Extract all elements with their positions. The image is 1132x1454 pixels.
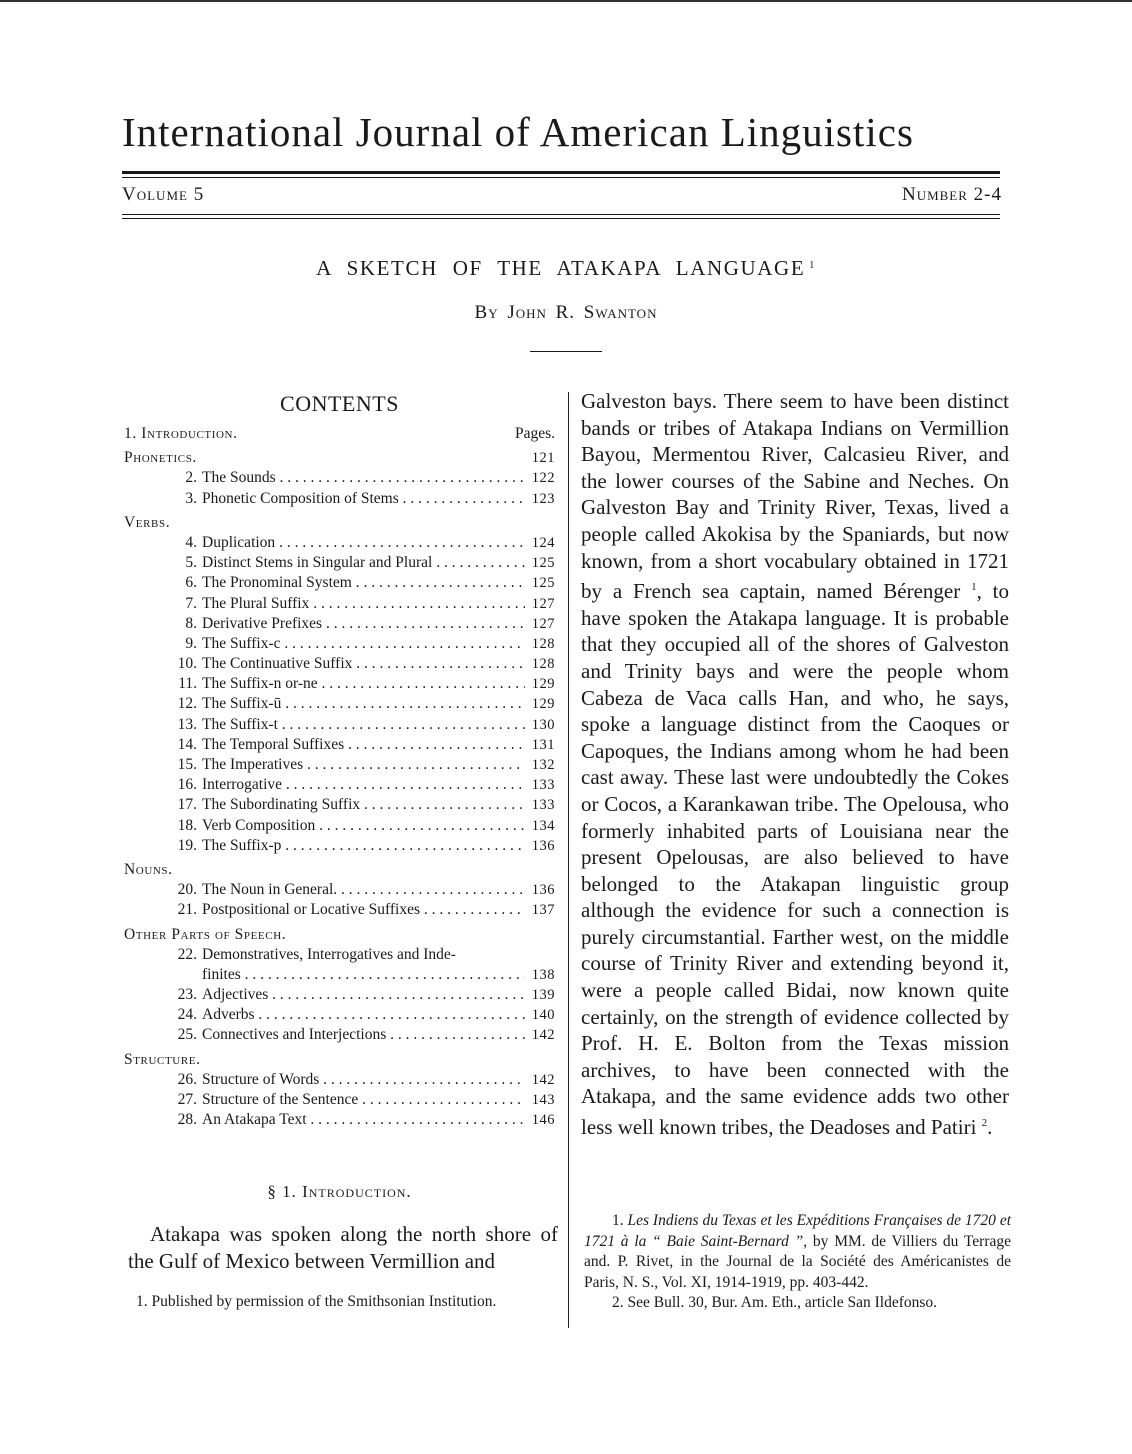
toc-entry-number: 15. xyxy=(177,756,197,773)
toc-entry-number: 23. xyxy=(177,986,197,1004)
footnote-1-title: Les Indiens du Texas et les Expéditions Françaises de 1720 et 1721 à la “ Baie Saint-Bernard ” xyxy=(584,1212,1012,1250)
toc-entry-page: 134 xyxy=(531,817,555,834)
toc-entry-number: 24. xyxy=(177,1006,197,1024)
toc-entry-label: The Sounds . . . xyxy=(202,468,525,488)
title-footnote-ref: 1 xyxy=(809,260,816,271)
toc-entry-number: 25. xyxy=(177,1026,197,1044)
toc-entry-label: The Subordinating Suffix . . . xyxy=(202,795,525,815)
right-body-part-2: , to have spoken the Atakapa language. It is probable that they occupied all of the shores of Galveston and Trinity bays and were the people whom Cabeza de Vaca calls Han, and who, he says, spoke a language distinct from the Caoques or Capoques, the Indians among whom he had been cast away. These last were undoubtedly the Cokes or Cocos, a Karankawan tribe. The Opelousa, who formerly inhabited parts of Louisiana near the present Opelousas, are also believed to have belonged to the Atakapan linguistic group although the evidence for such a connection is purely circumstantial. Farther west, on the middle course of Trinity River and extending beyond it, were a people called Bidai, now known quite certainly, on the strength of evidence collected by Prof. H. E. Bolton from the Texas mission archives, to have been connected with the Atakapa, and the same evidence adds two other less well known tribes, the Deadoses and Patiri xyxy=(581,579,1010,1140)
toc-section-name: Phonetics. xyxy=(124,449,197,467)
contents-heading: CONTENTS xyxy=(280,391,399,416)
header-rule-thin xyxy=(122,177,1000,178)
toc-entry xyxy=(124,489,555,509)
toc-entry-page: 125 xyxy=(531,555,555,572)
toc-entry-page: 129 xyxy=(531,696,555,713)
toc-entry-page: 139 xyxy=(531,987,555,1004)
toc-entry-number: 19. xyxy=(177,836,197,854)
right-footnote-2: 2. See Bull. 30, Bur. Am. Eth., article San Ildefonso. xyxy=(612,1294,938,1312)
toc-entry-number xyxy=(124,965,202,985)
footnote-1-details: , by MM. de Villiers du Terrage and. P. Rivet, in the Journal de la Société des Américanistes de Paris, N. S., Vol. XI, 1914-1919, pp. 403-442. xyxy=(584,1232,1012,1291)
toc-entry-label: Adjectives . . . xyxy=(202,985,525,1005)
toc-entry xyxy=(124,614,555,634)
toc-entry-label: The Pronominal System . . . xyxy=(202,573,525,593)
right-body-part-1: Galveston bays. There seem to have been distinct bands or tribes of Atakapa Indians on Vermillion Bayou, Mermentou River, Calcasieu River, and the lower courses of the Sabine and Neches. On Galveston Bay and Trinity River, Texas, lived a people called Akokisa by the Spaniards, but now known, from a short vocabulary obtained in 1721 by a French sea captain, named Bérenger xyxy=(581,389,1009,604)
toc-entry-label: Structure of Words . . . xyxy=(202,1070,525,1090)
header-lower-rule-2 xyxy=(122,218,1000,219)
toc-entry-label: Connectives and Interjections . . . xyxy=(202,1025,525,1045)
toc-section-page xyxy=(525,860,555,880)
toc-entry xyxy=(124,900,555,920)
toc-entry xyxy=(124,985,555,1005)
toc-entry-label: The Continuative Suffix . . . xyxy=(202,654,525,674)
header-rule-thick xyxy=(122,171,1000,174)
toc-entry-number: 8. xyxy=(185,614,197,632)
toc-intro-label: 1. Introduction. xyxy=(124,425,238,442)
toc-entry-page: 130 xyxy=(531,716,555,733)
toc-entry-page: 137 xyxy=(531,902,555,919)
toc-entry-label: finites . . . xyxy=(202,965,525,985)
footnote-1-number: 1. xyxy=(612,1212,624,1229)
toc-entry-label: Phonetic Composition of Stems . . . xyxy=(202,489,525,509)
toc-entry xyxy=(124,1025,555,1045)
toc-entry xyxy=(124,755,555,775)
toc-entry-label: The Suffix-c . . . xyxy=(202,634,525,654)
right-column-body xyxy=(581,388,1009,1141)
toc-entry-number: 16. xyxy=(177,776,197,794)
toc-entry-number: 20. xyxy=(177,881,197,899)
toc-entry-label: Adverbs . . . xyxy=(202,1005,525,1025)
toc-entry-page: 133 xyxy=(531,777,555,794)
toc-section-name: Nouns. xyxy=(124,860,173,878)
toc-entry xyxy=(124,715,555,735)
toc-entry-page: 123 xyxy=(531,490,555,507)
toc-entry-label: The Suffix-p . . . xyxy=(202,836,525,856)
toc-entry-number: 4. xyxy=(185,533,197,551)
section-1-symbol: § 1. xyxy=(267,1182,297,1201)
toc-entry-label: The Imperatives . . . xyxy=(202,755,525,775)
column-divider xyxy=(568,392,569,1328)
toc-section-name: Structure. xyxy=(124,1050,201,1068)
toc-section-page xyxy=(525,925,555,945)
toc-entry-page: 133 xyxy=(531,797,555,814)
toc-section-name: Other Parts of Speech. xyxy=(124,925,287,943)
toc-entry xyxy=(124,573,555,593)
right-footnotes xyxy=(584,1211,1011,1314)
toc-entry-page: 128 xyxy=(531,656,555,673)
toc-entry-page: 132 xyxy=(531,757,555,773)
toc-entry-number: 18. xyxy=(177,816,197,834)
toc-entry-page: 127 xyxy=(531,595,555,612)
toc-entry-number: 10. xyxy=(177,655,197,673)
toc-entry xyxy=(124,468,555,488)
toc-section-header xyxy=(124,513,555,533)
toc-pages-label: Pages. xyxy=(514,425,555,442)
toc-entry-label: Structure of the Sentence . . . xyxy=(202,1090,525,1110)
toc-entry-number: 22. xyxy=(177,945,197,963)
article-byline: By John R. Swanton xyxy=(474,302,658,323)
toc-section-page: 121 xyxy=(531,450,555,467)
toc-entry-page: 146 xyxy=(531,1112,555,1129)
toc-entry-number: 26. xyxy=(177,1070,197,1088)
toc-section-header xyxy=(124,1050,555,1070)
toc-entry-number: 27. xyxy=(177,1091,197,1108)
toc-entry-page: 138 xyxy=(531,966,555,983)
toc-entry xyxy=(124,1090,555,1110)
toc-entry-label: The Plural Suffix . . . xyxy=(202,594,525,614)
toc-entry xyxy=(124,533,555,553)
toc-entry xyxy=(124,694,555,714)
toc-entry-number: 5. xyxy=(185,554,197,572)
toc-entry xyxy=(124,775,555,795)
toc-entry-label: Demonstratives, Interrogatives and Inde- xyxy=(202,945,456,963)
right-body-end: . xyxy=(987,1115,993,1140)
toc-entry xyxy=(124,735,555,755)
footnote-ref-1: 1 xyxy=(971,581,977,594)
toc-entry-label: Verb Composition . . . xyxy=(202,816,525,836)
toc-entry-label: Postpositional or Locative Suffixes . . . xyxy=(202,900,525,920)
toc-entry xyxy=(124,654,555,674)
toc-entry-label: The Suffix-t . . . xyxy=(202,715,525,735)
right-footnote-1 xyxy=(584,1211,1011,1293)
toc-entry xyxy=(124,836,555,856)
toc-entry-label: The Temporal Suffixes . . . xyxy=(202,735,525,755)
toc-entry-number: 21. xyxy=(177,901,197,919)
toc-entry-label: Duplication . . . xyxy=(202,533,525,553)
toc-entry-label: The Suffix-n or-ne . . . xyxy=(202,674,525,694)
toc-entry xyxy=(124,795,555,815)
toc-entry xyxy=(124,674,555,694)
toc-entry-number: 17. xyxy=(177,796,197,814)
toc-entry-page: 143 xyxy=(531,1092,555,1108)
toc-entry xyxy=(124,945,555,965)
toc-entry-page: 124 xyxy=(531,534,555,551)
toc-entry-page: 136 xyxy=(531,882,555,899)
toc-entry xyxy=(124,1070,555,1090)
toc-entry-number: 11. xyxy=(178,675,197,693)
toc-section-header xyxy=(124,925,555,945)
article-title: A SKETCH OF THE ATAKAPA LANGUAGE $^1$ xyxy=(316,256,816,280)
toc-entry-page: 131 xyxy=(531,736,555,753)
toc-entry-label: An Atakapa Text . . . xyxy=(202,1110,525,1130)
toc-entry-page: 129 xyxy=(531,676,555,693)
toc-entry xyxy=(124,553,555,573)
toc-entry-number: 7. xyxy=(185,594,197,612)
journal-title: International Journal of American Linguistics xyxy=(122,109,914,155)
toc-entry-label: The Noun in General. . . . xyxy=(202,880,525,900)
toc-entry-page: 142 xyxy=(531,1027,555,1044)
toc-section-name: Verbs. xyxy=(124,513,171,531)
toc-entry-page: 142 xyxy=(531,1071,555,1088)
toc-entry-page xyxy=(525,945,555,965)
toc-entry xyxy=(124,594,555,614)
volume-label: Volume 5 xyxy=(122,184,205,205)
toc-entry xyxy=(124,634,555,654)
toc-entry-page: 140 xyxy=(531,1007,555,1024)
toc-section-header xyxy=(124,860,555,880)
toc-entry-page: 127 xyxy=(531,615,555,632)
toc-section-page xyxy=(525,513,555,533)
toc-entry-number: 2. xyxy=(185,469,197,487)
left-footnote: 1. Published by permission of the Smithsonian Institution. xyxy=(136,1293,497,1310)
toc-entry-number: 3. xyxy=(185,489,197,507)
toc-entry-number: 14. xyxy=(177,735,197,753)
header-lower-rule-1 xyxy=(122,214,1000,215)
toc-entry-number: 9. xyxy=(185,634,197,652)
toc-entry-number: 28. xyxy=(177,1111,197,1129)
toc-entry-page: 136 xyxy=(531,837,555,854)
toc-intro-row xyxy=(124,424,555,444)
table-of-contents xyxy=(124,424,555,1130)
toc-section-header xyxy=(124,448,555,468)
toc-entry-label: Derivative Prefixes . . . xyxy=(202,614,525,634)
page-top-edge xyxy=(0,0,1132,2)
toc-section-page xyxy=(525,1050,555,1070)
toc-entry xyxy=(124,816,555,836)
toc-entry xyxy=(124,1005,555,1025)
left-column-body: Atakapa was spoken along the north shore of the Gulf of Mexico between Vermillion and xyxy=(128,1222,558,1273)
section-1-title: Introduction. xyxy=(302,1182,412,1201)
toc-entry-page: 128 xyxy=(531,635,555,652)
footnote-ref-2: 2 xyxy=(981,1117,988,1130)
toc-entry-page: 122 xyxy=(531,470,555,487)
section-1-heading xyxy=(124,1182,555,1202)
toc-entry-label: The Suffix-ū . . . xyxy=(202,694,525,714)
toc-entry xyxy=(124,965,555,985)
title-separator-rule xyxy=(530,351,602,352)
toc-entry-number: 6. xyxy=(185,574,197,592)
issue-number-label: Number 2-4 xyxy=(901,184,1002,205)
toc-entry xyxy=(124,1110,555,1130)
toc-entry-label: Distinct Stems in Singular and Plural . . . xyxy=(202,553,525,573)
toc-entry xyxy=(124,880,555,900)
toc-entry-label: Interrogative . . . xyxy=(202,775,525,795)
toc-entry-page: 125 xyxy=(531,575,555,592)
toc-entry-number: 13. xyxy=(177,715,197,733)
toc-entry-number: 12. xyxy=(177,695,197,713)
